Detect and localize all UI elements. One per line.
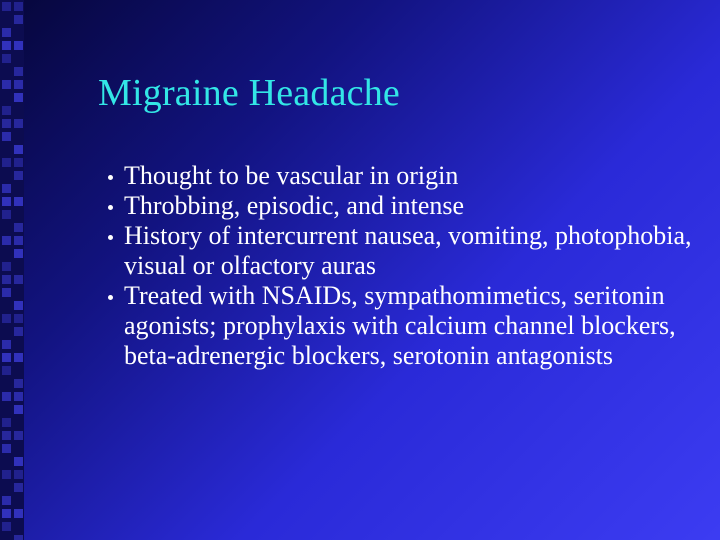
decorative-square bbox=[2, 80, 11, 89]
bullet-dot-icon bbox=[108, 295, 113, 300]
decorative-square bbox=[14, 158, 23, 167]
decorative-square bbox=[14, 509, 23, 518]
bullet-dot-icon bbox=[108, 175, 113, 180]
bullet-item bbox=[108, 221, 708, 281]
decorative-square bbox=[14, 223, 23, 232]
decorative-square bbox=[2, 496, 11, 505]
decorative-square bbox=[14, 197, 23, 206]
decorative-square bbox=[2, 314, 11, 323]
decorative-square bbox=[14, 405, 23, 414]
decorative-square bbox=[14, 15, 23, 24]
slide-title: Migraine Headache bbox=[98, 72, 400, 114]
decorative-square bbox=[14, 392, 23, 401]
decorative-square bbox=[14, 275, 23, 284]
decorative-square bbox=[14, 145, 23, 154]
decorative-square bbox=[14, 457, 23, 466]
bullet-text: Thought to be vascular in origin bbox=[124, 161, 459, 190]
decorative-square bbox=[2, 392, 11, 401]
decorative-side-strip bbox=[0, 0, 24, 540]
decorative-square bbox=[2, 353, 11, 362]
decorative-square bbox=[14, 236, 23, 245]
decorative-square bbox=[2, 119, 11, 128]
bullet-dot-icon bbox=[108, 235, 113, 240]
decorative-square bbox=[2, 2, 11, 11]
decorative-square bbox=[2, 262, 11, 271]
bullet-item bbox=[108, 191, 708, 221]
bullet-item bbox=[108, 281, 708, 371]
decorative-square bbox=[14, 353, 23, 362]
decorative-square bbox=[2, 340, 11, 349]
decorative-square bbox=[2, 522, 11, 531]
decorative-square bbox=[14, 93, 23, 102]
decorative-square bbox=[14, 379, 23, 388]
decorative-square bbox=[2, 470, 11, 479]
decorative-square bbox=[2, 184, 11, 193]
decorative-square bbox=[2, 210, 11, 219]
decorative-square bbox=[2, 509, 11, 518]
decorative-square bbox=[2, 431, 11, 440]
decorative-square bbox=[2, 236, 11, 245]
bullet-dot-icon bbox=[108, 205, 113, 210]
decorative-square bbox=[2, 444, 11, 453]
decorative-square bbox=[14, 67, 23, 76]
decorative-square bbox=[14, 431, 23, 440]
decorative-square bbox=[14, 41, 23, 50]
decorative-square bbox=[14, 327, 23, 336]
decorative-square bbox=[2, 288, 11, 297]
bullet-text: Throbbing, episodic, and intense bbox=[124, 191, 465, 220]
decorative-square bbox=[2, 275, 11, 284]
decorative-square bbox=[2, 54, 11, 63]
bullet-item bbox=[108, 161, 708, 191]
decorative-square bbox=[14, 80, 23, 89]
decorative-square bbox=[14, 535, 23, 540]
decorative-square bbox=[14, 2, 23, 11]
decorative-square bbox=[2, 132, 11, 141]
decorative-square bbox=[2, 197, 11, 206]
decorative-square bbox=[14, 171, 23, 180]
decorative-square bbox=[2, 106, 11, 115]
decorative-square bbox=[2, 366, 11, 375]
decorative-square bbox=[14, 119, 23, 128]
decorative-square bbox=[2, 41, 11, 50]
decorative-square bbox=[2, 28, 11, 37]
bullet-text: History of intercurrent nausea, vomiting, photophobia, visual or olfactory auras bbox=[124, 221, 692, 280]
decorative-square bbox=[14, 470, 23, 479]
decorative-square bbox=[14, 249, 23, 258]
bullet-list bbox=[108, 161, 708, 371]
decorative-square bbox=[14, 301, 23, 310]
decorative-square bbox=[2, 158, 11, 167]
decorative-square bbox=[14, 483, 23, 492]
bullet-text: Treated with NSAIDs, sympathomimetics, seritonin agonists; prophylaxis with calcium channel blockers, beta-adrenergic blockers, serotonin antagonists bbox=[124, 281, 676, 370]
decorative-square bbox=[2, 418, 11, 427]
decorative-square bbox=[14, 314, 23, 323]
